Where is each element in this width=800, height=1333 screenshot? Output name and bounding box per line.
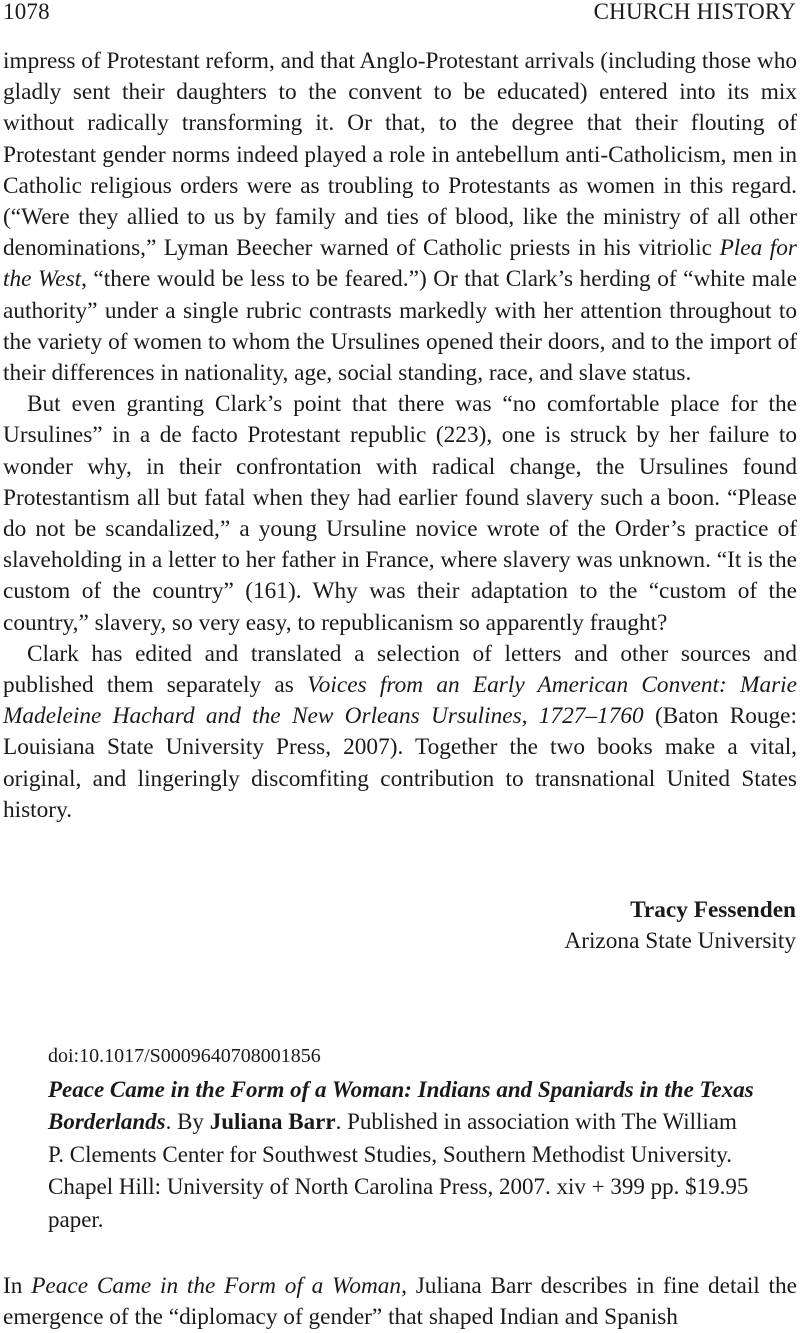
book-title-italic: Plea for the West — [3, 235, 797, 293]
doi-link[interactable]: doi:10.1017/S0009640708001856 — [48, 1045, 321, 1067]
review-body — [3, 46, 797, 826]
running-head — [3, 0, 796, 28]
next-review-paragraph: In Peace Came in the Form of a Woman, Juliana Barr describes in fine detail the emergence of the “diplomacy of gender” that shaped Indian and Spanish — [3, 1273, 798, 1331]
paragraph-3: Clark has edited and translated a selection of letters and other sources and published them separately as Voices from an Early American Convent: Marie Madeleine Hachard and the New Orleans Ursulines, 1727–1760 (Baton Rouge: Louisiana State University Press, 2007). Together the two books make a vital, original, and lingeringly discomfiting contribution to transnational United States history. — [3, 640, 797, 823]
page-number: 1078 — [3, 0, 50, 24]
next-review-body — [3, 1271, 797, 1333]
next-review-book-title: Peace Came in the Form of a Woman — [31, 1273, 402, 1299]
reviewer-name: Tracy Fessenden — [630, 897, 796, 923]
companion-book-title: Voices from an Early American Convent: Marie Madeleine Hachard and the New Orleans Ursulines, 1727–1760 — [3, 672, 797, 730]
paragraph-2: But even granting Clark’s point that there was “no comfortable place for the Ursulines” in a de facto Protestant republic (223), one is struck by her failure to wonder why, in their confrontation with radical change, the Ursulines found Protestantism all but fatal when they had earlier found slavery such a boon. “Please do not be scandalized,” a young Ursuline novice wrote of the Order’s practice of slaveholding in a letter to her father in France, where slavery was unknown. “It is the custom of the country” (161). Why was their adaptation to the “custom of the country,” slavery, so very easy, to republicanism so apparently fraught? — [3, 391, 797, 636]
reviewer-signature — [564, 895, 796, 957]
book-citation-block — [48, 1042, 758, 1236]
book-citation: Peace Came in the Form of a Woman: Indians and Spaniards in the Texas Borderlands. By Juliana Barr. Published in association with The William P. Clements Center for Southwest Studies, Southern Methodist University. Chapel Hill: University of North Carolina Press, 2007. xiv + 399 pp. $19.95 paper. — [48, 1077, 754, 1232]
reviewer-affiliation: Arizona State University — [564, 928, 796, 954]
journal-title: CHURCH HISTORY — [593, 0, 796, 24]
paragraph-1: impress of Protestant reform, and that Anglo-Protestant arrivals (including those who gladly sent their daughters to the convent to be educated) entered into its mix without radically transforming it. Or that, to the degree that their flouting of Protestant gender norms indeed played a role in antebellum anti-Catholicism, men in Catholic religious orders were as troubling to Protestants as women in this regard. (“Were they allied to us by family and ties of blood, like the ministry of all other denominations,” Lyman Beecher warned of Catholic priests in his vitriolic Plea for the West, “there would be less to be feared.”) Or that Clark’s herding of “white male authority” under a single rubric contrasts markedly with her attention throughout to the variety of women to whom the Ursulines opened their doors, and to the import of their differences in nationality, age, social standing, race, and slave status. — [3, 48, 797, 387]
book-author: Juliana Barr — [209, 1109, 336, 1135]
book-title: Peace Came in the Form of a Woman: Indians and Spaniards in the Texas Borderlands — [48, 1077, 754, 1135]
